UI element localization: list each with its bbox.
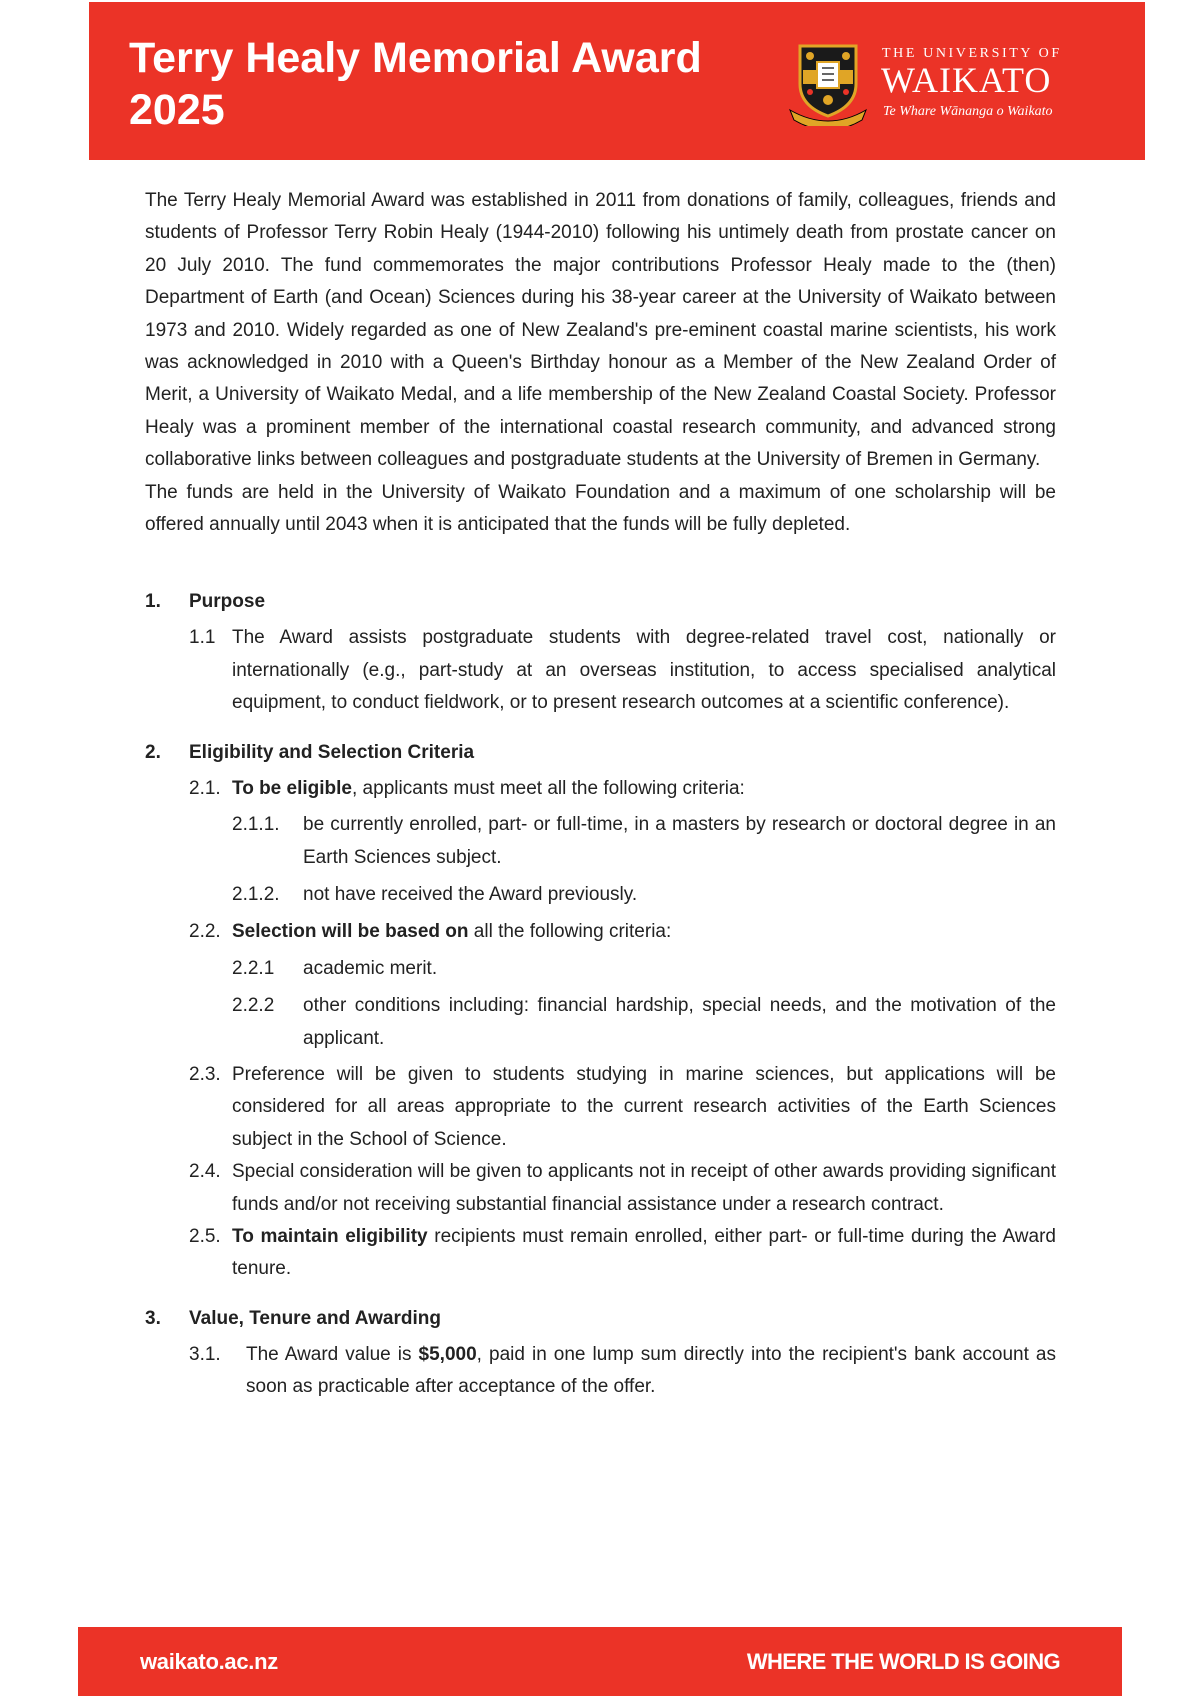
clause-2-1-1 (232, 809, 1056, 874)
clause-pre: The Award value is (246, 1343, 419, 1365)
clause-number: 2.3. (189, 1063, 221, 1085)
university-logo (786, 40, 1116, 126)
clause-2-2 (189, 916, 1056, 948)
clause-3-1 (189, 1339, 1056, 1404)
section-heading (145, 737, 1056, 769)
logo-university-of: THE UNIVERSITY OF (882, 46, 1062, 61)
clause-text: Special consideration will be given to applicants not in receipt of other awards providing significant funds and/or not receiving substantial financial assistance under a research contract. (232, 1161, 1056, 1215)
clause-text: not have received the Award previously. (303, 883, 638, 905)
clause-text: be currently enrolled, part- or full-time, in a masters by research or doctoral degree in an Earth Sciences subject. (303, 814, 1056, 868)
clause-2-1 (189, 773, 1056, 805)
intro-section (145, 185, 1056, 541)
clause-number: 2.1. (189, 777, 221, 799)
section-title: Purpose (189, 591, 266, 613)
page-title (129, 32, 749, 136)
clause-bold: Selection will be based on (232, 921, 469, 943)
clause-text: other conditions including: financial hardship, special needs, and the motivation of the applicant. (303, 995, 1056, 1049)
clause-2-2-1 (232, 953, 1056, 985)
section-title: Eligibility and Selection Criteria (189, 741, 475, 763)
section-eligibility (145, 737, 1056, 1286)
intro-paragraph-2: The funds are held in the University of Waikato Foundation and a maximum of one scholarship will be offered annually until 2043 when it is anticipated that the funds will be fully depleted. (145, 481, 1056, 536)
clause-2-3 (189, 1059, 1056, 1156)
section-number: 3. (145, 1307, 161, 1329)
clause-text: academic merit. (303, 957, 438, 979)
clause-2-1-2 (232, 879, 1056, 911)
clause-rest: , paid in one lump sum directly into the recipient's bank account as soon as practicable after acceptance of the offer. (246, 1343, 1056, 1398)
clause-rest: recipients must remain enrolled, either part- or full-time during the Award tenure. (232, 1225, 1056, 1280)
logo-maori-name: Te Whare Wānanga o Waikato (883, 104, 1053, 119)
clause-number: 2.2.2 (232, 995, 275, 1017)
clause-2-2-2 (232, 990, 1056, 1055)
clause-text (232, 916, 1056, 948)
clause-bold: To maintain eligibility (232, 1225, 428, 1247)
footer-banner (78, 1627, 1122, 1696)
section-number: 1. (145, 591, 161, 613)
section-heading (145, 586, 1056, 618)
title-line-2: 2025 (129, 86, 225, 134)
clause-number: 2.4. (189, 1161, 221, 1183)
clause-number: 2.1.1. (232, 814, 280, 836)
clause-text (232, 773, 1056, 805)
clause-bold: To be eligible (232, 777, 352, 799)
award-value: $5,000 (418, 1343, 477, 1365)
clause-rest: , applicants must meet all the following criteria: (352, 777, 745, 799)
clause-rest: all the following criteria: (468, 921, 672, 943)
clause-2-4 (189, 1156, 1056, 1221)
footer-website: waikato.ac.nz (140, 1649, 278, 1674)
document-body (145, 185, 1056, 1404)
clause-text (246, 1339, 1056, 1404)
clause-number: 3.1. (189, 1343, 221, 1365)
clause-number: 2.1.2. (232, 883, 280, 905)
clause-text (232, 1221, 1056, 1286)
header-banner (89, 2, 1145, 160)
clause-1-1 (189, 622, 1056, 719)
logo-waikato: WAIKATO (881, 60, 1052, 100)
section-purpose (145, 586, 1056, 719)
clause-number: 1.1 (189, 627, 216, 649)
clause-text: Preference will be given to students studying in marine sciences, but applications will be considered for all areas appropriate to the current research activities of the Earth Sciences subject in the School of Science. (232, 1063, 1056, 1150)
clause-number: 2.2. (189, 921, 221, 943)
clause-2-5 (189, 1221, 1056, 1286)
university-crest-icon (786, 40, 870, 126)
intro-paragraph-1: The Terry Healy Memorial Award was established in 2011 from donations of family, colleagues, friends and students of Professor Terry Robin Healy (1944-2010) following his untimely death from prostate cancer on 20 July 2010. The fund commemorates the major contributions Professor Healy made to the (then) Department of Earth (and Ocean) Sciences during his 38-year career at the University of Waikato between 1973 and 2010. Widely regarded as one of New Zealand's pre-eminent coastal marine scientists, his work was acknowledged in 2010 with a Queen's Birthday honour as a Member of the New Zealand Order of Merit, a University of Waikato Medal, and a life membership of the New Zealand Coastal Society. Professor Healy was a prominent member of the international coastal research community, and advanced strong collaborative links between colleagues and postgraduate students at the University of Bremen in Germany. (145, 190, 1056, 471)
clause-number: 2.5. (189, 1225, 221, 1247)
title-line-1: Terry Healy Memorial Award (129, 34, 702, 82)
section-heading (145, 1303, 1056, 1335)
section-number: 2. (145, 741, 161, 763)
footer-tagline: WHERE THE WORLD IS GOING (746, 1649, 1060, 1674)
clause-text: The Award assists postgraduate students with degree-related travel cost, nationally or internationally (e.g., part-study at an overseas institution, to access specialised analytical equipment, to conduct fieldwork, or to present research outcomes at a scientific conference). (232, 627, 1056, 714)
section-value-tenure (145, 1303, 1056, 1404)
clause-number: 2.2.1 (232, 957, 275, 979)
section-title: Value, Tenure and Awarding (189, 1307, 441, 1329)
